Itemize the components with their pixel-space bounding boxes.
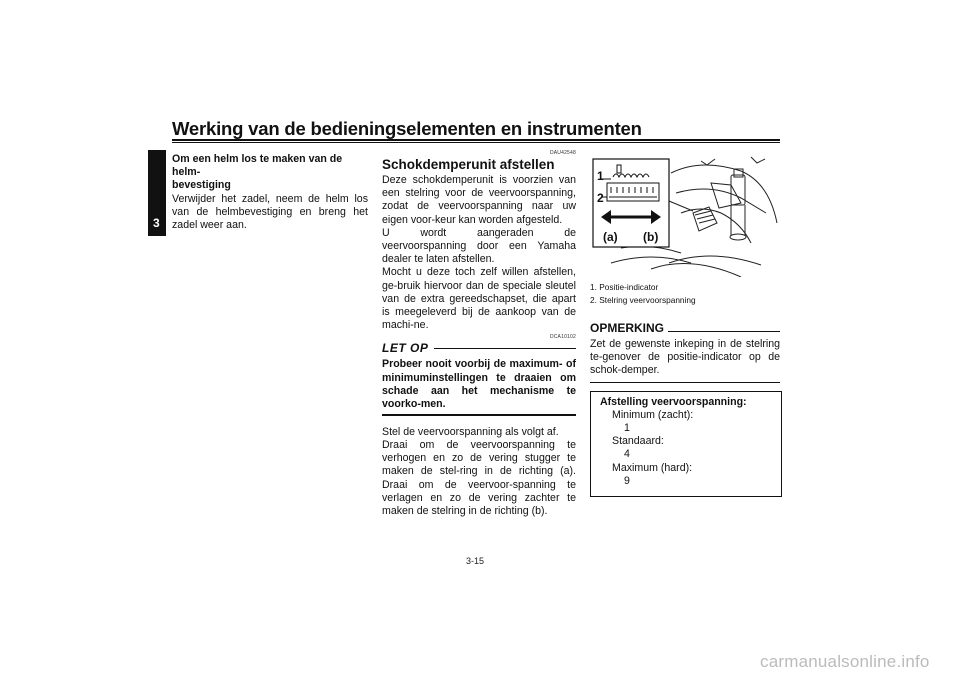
spec-row-std-value: 4 xyxy=(624,448,630,461)
section-title: Schokdemperunit afstellen xyxy=(382,157,555,172)
spec-row-min-value: 1 xyxy=(624,422,630,435)
caution-header xyxy=(382,341,576,355)
note-header xyxy=(590,321,780,335)
note-rule xyxy=(668,331,780,332)
note-bottom-rule xyxy=(590,382,780,383)
chapter-number: 3 xyxy=(153,216,160,230)
header-rule xyxy=(172,139,780,141)
helmet-heading-line1: Om een helm los te maken van de helm- xyxy=(172,153,343,179)
note-label: OPMERKING xyxy=(590,321,665,335)
caution-code: DCA10102 xyxy=(549,334,576,341)
caution-rule xyxy=(434,348,576,350)
spec-title: Afstelling veervoorspanning: xyxy=(600,395,747,408)
figure-label-a: (a) xyxy=(603,230,618,244)
spec-row-min-label: Minimum (zacht): xyxy=(612,408,694,421)
shock-absorber-figure xyxy=(590,152,782,278)
header-rule-thin xyxy=(172,142,780,143)
right-column xyxy=(590,281,780,497)
paragraph-1: Deze schokdemperunit is voorzien van een stelring voor de veervoorspanning, zodat de veervoorspanning naar uw eigen voor-keur kan worden afgesteld. xyxy=(382,174,576,226)
caution-label: LET OP xyxy=(382,341,429,356)
spec-box xyxy=(590,391,782,497)
paragraph-2: U wordt aangeraden de veervoorspanning door een Yamaha dealer te laten afstellen. xyxy=(382,226,576,266)
figure-label-2: 2 xyxy=(597,191,604,205)
shock-absorber-illustration xyxy=(591,153,781,277)
watermark: carmanualsonline.info xyxy=(760,652,930,671)
page-number: 3-15 xyxy=(466,556,485,566)
paragraph-4: Stel de veervoorspanning als volgt af. xyxy=(382,425,559,438)
note-text: Zet de gewenste inkeping in de stelring te-genover de positie-indicator op de schok-demper. xyxy=(590,338,780,377)
helmet-body: Verwijder het zadel, neem de helm los van de helmbevestiging en breng het zadel weer aan. xyxy=(172,192,368,232)
figure-caption-1: 1. Positie-indicator xyxy=(590,282,659,292)
section-body xyxy=(382,174,576,332)
figure-caption-2: 2. Stelring veervoorspanning xyxy=(590,294,696,305)
figure-label-b: (b) xyxy=(643,230,659,244)
figure-label-1: 1 xyxy=(597,169,604,183)
middle-column xyxy=(382,150,576,518)
paragraph-3: Mocht u deze toch zelf willen afstellen, ge-bruik hiervoor dan de speciale sleutel van de extra gereedschapset, die apart is meegeleverd bij de aankoop van de machi-ne. xyxy=(382,266,576,332)
spec-row-std-label: Standaard: xyxy=(612,435,664,448)
procedure xyxy=(382,426,576,518)
page-header-title: Werking van de bedieningselementen en instrumenten xyxy=(172,118,642,139)
spec-row-max-label: Maximum (hard): xyxy=(612,461,693,474)
helmet-heading-line2: bevestiging xyxy=(172,179,231,192)
caution-bottom-rule xyxy=(382,414,576,416)
paragraph-5: Draai om de veervoorspanning te verhogen en zo de vering stugger te maken de stel-ring in de richting (a). Draai om de veervoor-spanning te verlagen en zo de vering zachter te maken de stelring in de richting (b). xyxy=(382,438,576,517)
left-column xyxy=(172,153,368,232)
caution-text: Probeer nooit voorbij de maximum- of minimuminstellingen te draaien om schade aan het mechanisme te voorko-men. xyxy=(382,358,576,411)
section-code: DAU42548 xyxy=(549,150,576,156)
spec-row-max-value: 9 xyxy=(624,474,630,487)
